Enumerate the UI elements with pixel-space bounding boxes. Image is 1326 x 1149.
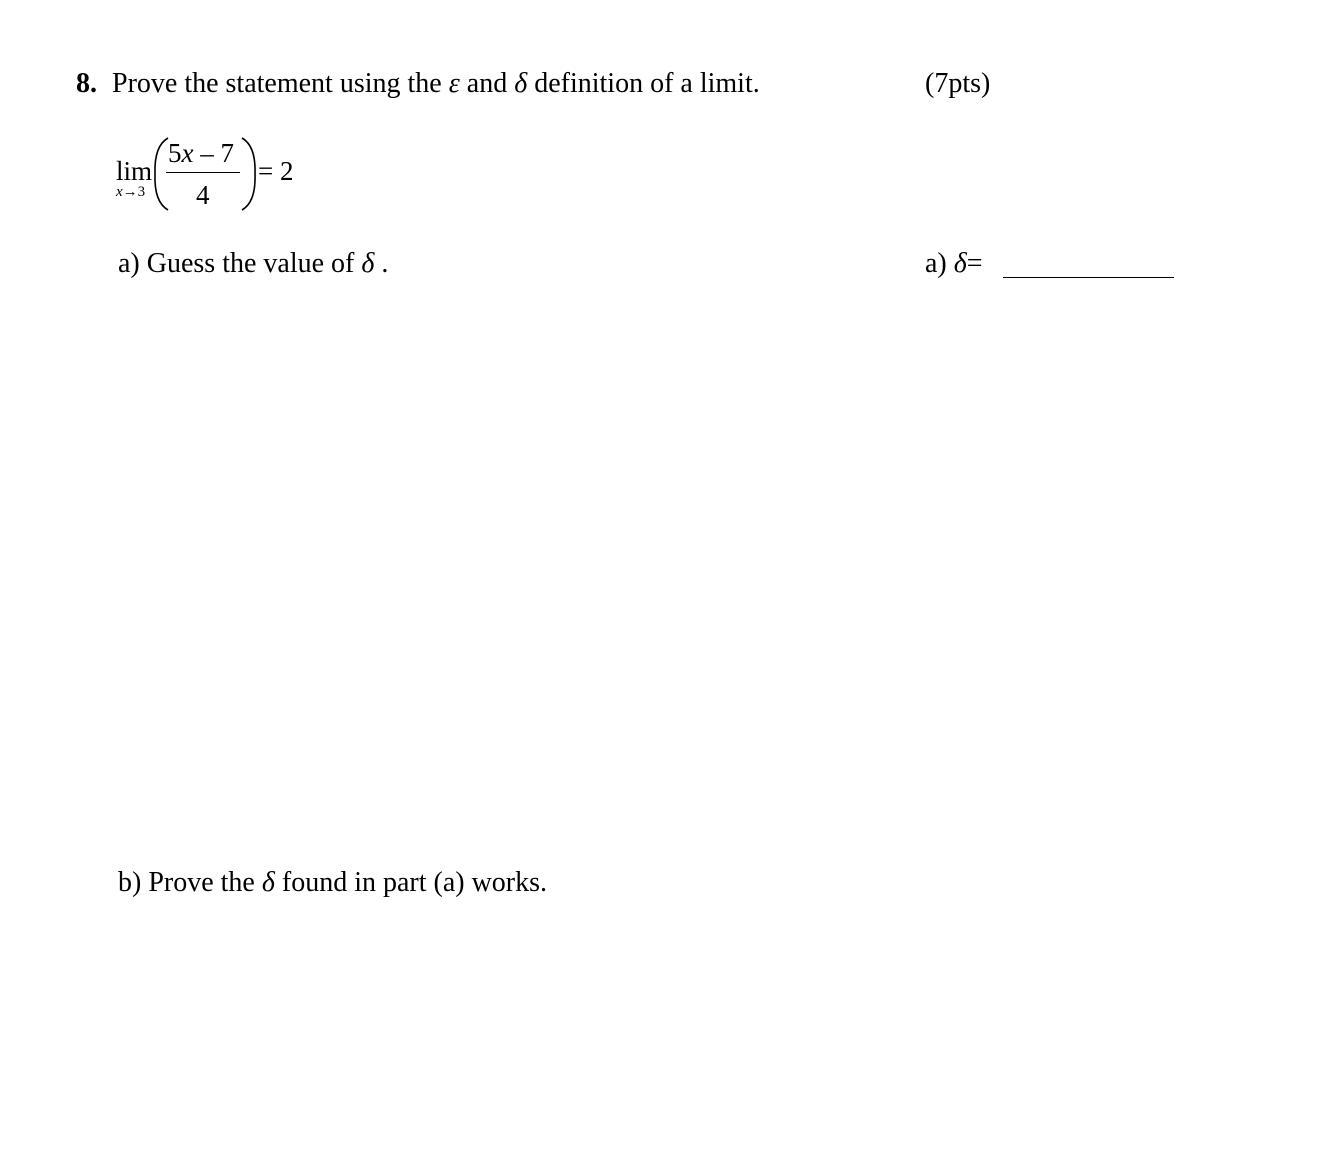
statement-text-after: definition of a limit.	[534, 68, 760, 99]
part-a-end: .	[374, 248, 389, 279]
numerator-rest: – 7	[193, 138, 234, 168]
right-parenthesis	[238, 136, 260, 212]
lim-subscript	[116, 184, 145, 201]
answer-a-delta: δ	[953, 248, 967, 279]
answer-a-label: a)	[925, 248, 947, 279]
fraction-denominator: 4	[196, 180, 210, 210]
part-a-delta: δ	[361, 248, 375, 279]
part-a-text: a) Guess the value of	[118, 248, 355, 279]
part-b-text-end: found in part (a) works.	[281, 867, 548, 898]
statement-text-before: Prove the statement using the	[112, 68, 442, 99]
fraction-numerator	[168, 138, 234, 169]
answer-a-equals: =	[966, 248, 983, 279]
delta-symbol: δ	[514, 68, 528, 99]
fraction-bar	[166, 172, 240, 173]
part-b-text-start: b) Prove the	[118, 867, 255, 898]
numerator-var: x	[181, 138, 194, 168]
limit-equals-value: = 2	[258, 156, 294, 186]
part-a-answer-label	[925, 248, 983, 280]
part-a-prompt	[118, 248, 388, 280]
statement-text-and: and	[466, 68, 508, 99]
part-a-answer-blank[interactable]	[1003, 277, 1174, 278]
lim-subscript-arrow: →3	[122, 184, 146, 200]
part-b-delta: δ	[261, 867, 275, 898]
question-number: 8.	[76, 68, 97, 99]
epsilon-symbol: ε	[448, 68, 460, 99]
numerator-coef: 5	[168, 138, 182, 168]
lim-subscript-var: x	[116, 184, 123, 200]
part-b-prompt	[118, 867, 547, 899]
question-statement	[112, 68, 760, 100]
question-points: (7pts)	[925, 68, 991, 99]
lim-word: lim	[116, 156, 153, 186]
